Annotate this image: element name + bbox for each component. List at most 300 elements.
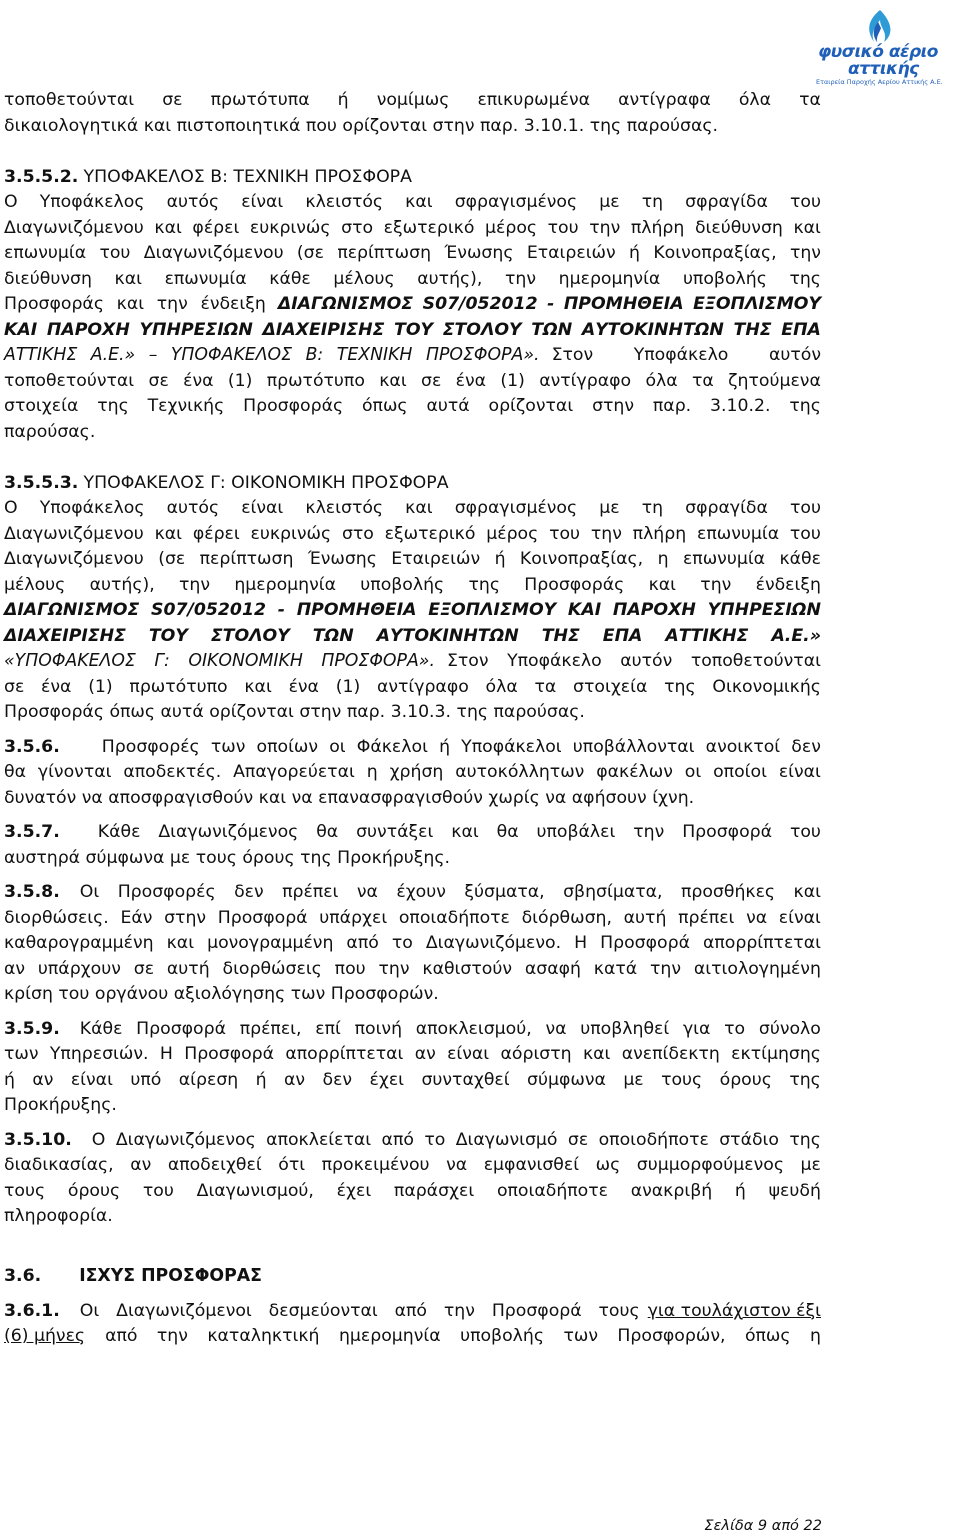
word: Υποφάκελος (39, 498, 145, 518)
word: αποδειχθεί (167, 1155, 262, 1175)
word: από (381, 1129, 414, 1150)
word: Προσφοράς (4, 294, 104, 314)
word: ψευδή (768, 1180, 821, 1201)
word: Β: (305, 345, 324, 365)
word: αν (284, 1069, 306, 1090)
word: έχει (336, 1180, 372, 1201)
word: σύνολο (758, 1018, 821, 1039)
word: ΣΤΟΛΟΥ (210, 625, 290, 646)
word: αντίγραφα (618, 90, 711, 110)
word: τους (598, 1300, 640, 1321)
word: της (789, 1129, 821, 1150)
word: τους (661, 1069, 703, 1090)
word: αντίγραφο (539, 370, 632, 391)
word: κάθε (269, 268, 311, 289)
word: ΕΠΑ (602, 625, 643, 646)
word: όπως (361, 396, 408, 416)
word: ΠΡΟΜΗΘΕΙΑ (563, 294, 684, 314)
word: από (346, 933, 379, 953)
word: ΠΡΟΣΦΟΡΑ». (425, 345, 540, 365)
word: Απαγορεύεται (233, 762, 355, 782)
word: Η (159, 1044, 173, 1064)
word: και (379, 370, 407, 391)
word: είναι (447, 1044, 490, 1064)
word: ή (255, 1069, 267, 1090)
text-line (4, 522, 821, 548)
word: πρωτότυπα (210, 90, 310, 110)
word: σφραγίδα (685, 498, 768, 518)
word: Εάν (120, 907, 153, 928)
company-logo (812, 8, 958, 88)
text-line (4, 547, 821, 573)
text-line (4, 760, 821, 786)
word: της (468, 574, 500, 595)
word: Η (574, 933, 588, 953)
word: ανεπίδεκτη (621, 1044, 720, 1064)
word: Κοινοπραξίας, (519, 549, 644, 569)
word: σύμφωνα (527, 1069, 606, 1090)
text-line (4, 649, 821, 675)
word: ή (734, 1180, 746, 1201)
word: διεύθυνση (694, 217, 783, 238)
word: ένδειξη (755, 574, 821, 595)
word: του (790, 498, 821, 518)
word: που (334, 958, 366, 979)
text-line: (6) μήνες από την καταληκτική ημερομηνία υποβολής των Προσφορών, όπως η (4, 1324, 821, 1350)
word: ημερομηνία (234, 574, 336, 595)
word: ΠΑΡΟΧΗ (46, 319, 130, 340)
word: θα (316, 822, 339, 842)
word: ΑΤΤΙΚΗΣ (665, 625, 749, 646)
word: και (154, 217, 182, 238)
word: ΔΙΑΧΕΙΡΙΣΗΣ (262, 319, 385, 340)
word: ξύσματα, (464, 882, 545, 902)
word: καθαρογραμμένη (4, 933, 154, 953)
word: της (97, 396, 129, 416)
word: επικυρωμένα (477, 90, 591, 110)
text-line (4, 216, 821, 242)
word: S07/052012 (151, 600, 266, 620)
word: της (664, 676, 696, 697)
word: αυτή (623, 907, 667, 928)
word: αυτή (166, 958, 210, 979)
word: εξωτερικό (383, 217, 475, 238)
word: μέλους (333, 268, 395, 289)
word: ΥΠΗΡΕΣΙΩΝ (139, 319, 253, 340)
word: την (789, 243, 821, 263)
word: το (424, 1129, 446, 1150)
word: Α.Ε.» (90, 345, 136, 365)
text-line (4, 1042, 821, 1068)
word: αυτόν (620, 651, 673, 671)
word: αποκλεισμού, (415, 1018, 532, 1039)
word: επωνυμία (164, 268, 247, 289)
word: δεν (322, 1069, 353, 1090)
word: δεν (234, 882, 264, 902)
word: κάθε (779, 549, 821, 569)
word: μέρος (486, 523, 539, 544)
word: επωνυμία (4, 243, 87, 263)
word: την (590, 523, 622, 544)
word: στην (592, 396, 635, 416)
word: σε (133, 958, 155, 979)
word: Διαγωνιζόμενου (143, 243, 284, 263)
word: ορίζονται (488, 396, 574, 416)
word: ένα (288, 676, 319, 697)
word: ημερομηνία (558, 268, 661, 289)
word: η (809, 1326, 821, 1346)
word: την (378, 958, 410, 979)
word: Ένωσης (444, 243, 514, 263)
word: Προσφορά (682, 822, 773, 842)
word: υπό (130, 1069, 162, 1090)
word: αυτός (166, 498, 220, 518)
word: Προσφοράς (524, 574, 625, 595)
word: ΤΩΝ (531, 319, 573, 340)
word: οι (329, 736, 346, 757)
word: Κάθε (79, 1018, 123, 1039)
flame-icon (858, 8, 898, 46)
word: αποκλείεται (266, 1129, 372, 1150)
word: περίπτωση (337, 243, 432, 263)
word: Διαγωνιζόμενοι (116, 1300, 252, 1321)
word: και (582, 1044, 611, 1064)
clause-number: 3.5.10. (4, 1129, 72, 1150)
word: οποίων (256, 736, 319, 757)
word: την (650, 958, 682, 979)
word: του (547, 217, 579, 238)
word: ένδειξη (200, 294, 266, 314)
text-line (4, 906, 821, 932)
word: διεύθυνση (4, 268, 92, 289)
text-line: αυστηρά σύμφωνα με τους όρους της Προκήρυξης. (4, 847, 450, 868)
word: πρωτότυπο (266, 370, 365, 391)
word: παράσχει (393, 1180, 475, 1201)
word: και (405, 498, 433, 518)
word: με (599, 498, 620, 518)
word: με (599, 192, 620, 212)
word: δεσμεύονται (268, 1300, 378, 1321)
word: κατά (593, 958, 638, 979)
word: Διαγωνιζόμενου (4, 549, 144, 569)
word: των (210, 736, 246, 757)
word: του (549, 523, 581, 544)
word: να (446, 1155, 468, 1175)
word: Προσφορών, (617, 1326, 726, 1346)
word: ΤΟΥ (394, 319, 434, 340)
word: ένα (183, 370, 214, 391)
text-line: Προσφοράς όπως αυτά ορίζονται στην παρ. 3.10.3. της παρούσας. (4, 702, 585, 722)
text-line (4, 1179, 821, 1205)
word: αυτός (166, 192, 220, 212)
word: και (166, 933, 195, 953)
word: ΠΡΟΜΗΘΕΙΑ (296, 600, 417, 620)
word: Προσφορά (136, 1018, 226, 1039)
text-line (4, 931, 821, 957)
word: του (789, 822, 821, 842)
word: όρους (719, 1069, 772, 1090)
word: Κάθε (97, 822, 141, 842)
word: των (563, 1326, 598, 1346)
word: την (505, 268, 537, 289)
word: ΤΗΣ (541, 625, 580, 646)
word: μονογραμμένη (207, 933, 334, 953)
word: πλήρη (632, 523, 687, 544)
text-line (4, 573, 821, 599)
text-line (4, 735, 821, 761)
word: Τεχνικής (147, 396, 225, 416)
word: ΔΙΑΓΩΝΙΣΜΟΣ (4, 600, 140, 620)
word: ως (595, 1155, 621, 1175)
word: αυτά (426, 396, 470, 416)
word: ζητούμενα (728, 370, 821, 391)
word: είναι (241, 498, 284, 518)
word: Γ: (154, 651, 170, 671)
word: νομίμως (376, 90, 450, 110)
text-line (4, 675, 821, 701)
word: αν (130, 1155, 152, 1175)
word: χρήση (389, 762, 444, 782)
word: ένα (455, 370, 487, 391)
word: φέρει (192, 217, 240, 238)
text-line: δυνατόν να αποσφραγισθούν και να επανασφραγισθούν χωρίς να αφήσουν ίχνη. (4, 787, 695, 808)
word: επί (315, 1018, 341, 1039)
word: τα (799, 90, 821, 110)
text-line: παρούσας. (4, 421, 96, 442)
text-line (4, 1153, 821, 1179)
word: οποιαδήποτε (496, 1180, 608, 1201)
word: από (394, 1300, 428, 1321)
word: διορθώσεις (222, 958, 322, 979)
word: ΑΥΤΟΚΙΝΗΤΩΝ (581, 319, 724, 340)
word: η (657, 549, 669, 569)
text-line (4, 190, 821, 216)
word: Υποφάκελο (507, 651, 602, 671)
word: του (99, 243, 131, 263)
clause-number: 3.5.7. (4, 822, 60, 842)
word: Προσφορά (600, 933, 690, 953)
word: ημερομηνία (338, 1326, 441, 1346)
word: στο (341, 523, 374, 544)
word: Υπηρεσιών. (49, 1044, 149, 1064)
word: συνταχθεί (421, 1069, 510, 1090)
word: την (700, 574, 732, 595)
word: ΔΙΑΧΕΙΡΙΣΗΣ (4, 625, 126, 646)
word: σφραγισμένος (454, 498, 578, 518)
word: στοιχεία (573, 676, 648, 697)
word: υπάρχει (319, 907, 388, 928)
word: την (179, 574, 211, 595)
text-line: κρίση του οργάνου αξιολόγησης των Προσφορών. (4, 984, 439, 1004)
word: της (789, 1069, 821, 1090)
word: Υποφάκελος (39, 192, 145, 212)
word: την (156, 1326, 188, 1346)
word: ΑΥΤΟΚΙΝΗΤΩΝ (376, 625, 519, 646)
word: δεν (791, 736, 821, 757)
word: να (545, 1018, 567, 1039)
section-heading-3552: 3.5.5.2. ΥΠΟΦΑΚΕΛΟΣ Β: ΤΕΧΝΙΚΗ ΠΡΟΣΦΟΡΑ (4, 166, 412, 187)
word: Διαγωνιζόμενου (4, 217, 144, 238)
word: ΚΑΙ (4, 319, 38, 340)
word: ΠΑΡΟΧΗ (612, 600, 696, 620)
word: του (790, 192, 821, 212)
text-line (4, 1068, 821, 1094)
word: Προσφορά (184, 1044, 275, 1064)
word: αντίγραφο (376, 676, 469, 697)
word: οποιαδήποτε (398, 907, 510, 928)
word: όλα (645, 370, 678, 391)
word: ασαφή (524, 958, 581, 979)
word: στοιχεία (4, 396, 79, 416)
text-line (4, 394, 821, 420)
word: Οικονομικής (712, 676, 821, 697)
word: ή (629, 243, 640, 263)
word: διόρθωση, (521, 907, 612, 928)
word: ΤΗΣ (733, 319, 772, 340)
word: μέρος (485, 217, 538, 238)
word: Οι (79, 1300, 100, 1321)
word: Υποφάκελοι (461, 736, 562, 757)
word: με (623, 1069, 644, 1090)
text-line (4, 1128, 821, 1154)
word: αόριστη (500, 1044, 572, 1064)
word: επωνυμία (682, 549, 766, 569)
word: - (277, 600, 285, 620)
word: ΤΕΧΝΙΚΗ (336, 345, 413, 365)
word: υποβολής (460, 1326, 544, 1346)
word: πρέπει (282, 882, 339, 902)
word: S07/052012 (422, 294, 538, 314)
word: Εταιρειών (526, 243, 616, 263)
word: του (789, 523, 821, 544)
text-line (4, 624, 821, 650)
section-heading-36: 3.6. ΙΣΧΥΣ ΠΡΟΣΦΟΡΑΣ (4, 1266, 262, 1286)
word: Διαγωνιζόμενο. (425, 933, 562, 953)
word: ΚΑΙ (567, 600, 602, 620)
word: προσθήκες (680, 882, 776, 902)
word: κλειστός (305, 192, 384, 212)
word: αυτής), (89, 574, 155, 595)
word: Εταιρειών (391, 549, 481, 569)
word: διαδικασίας, (4, 1155, 114, 1175)
word: αυτής), (417, 268, 483, 289)
word: και (793, 217, 821, 238)
word: σε (4, 676, 25, 697)
word: έχουν (396, 882, 446, 902)
text-line (4, 292, 821, 318)
word: σε (162, 90, 183, 110)
word: (1) (88, 676, 113, 697)
word: τα (534, 676, 557, 697)
text-line (4, 88, 821, 114)
text-line: 3.6.1. Οι Διαγωνιζόμενοι δεσμεύονται από την Προσφορά τους για τουλάχιστον έξι (4, 1299, 821, 1325)
word: Προσφορά (217, 907, 308, 928)
word: όλα (738, 90, 772, 110)
word: την (633, 822, 665, 842)
logo-tagline: Εταιρεία Παροχής Αερίου Αττικής Α.Ε. (816, 78, 943, 86)
word: φέρει (192, 523, 240, 544)
word: πρωτότυπο (129, 676, 228, 697)
word: στο (341, 217, 374, 238)
word: ΑΤΤΙΚΗΣ (4, 345, 78, 365)
word: την (156, 294, 188, 314)
word: οποιοδήποτε (598, 1129, 709, 1150)
word: το (724, 1018, 746, 1039)
word: στάδιο (719, 1129, 779, 1150)
word: Διαγωνιζόμενος (115, 1129, 256, 1150)
word: προκειμένου (321, 1155, 430, 1175)
word: σε (148, 370, 169, 391)
word: Διαγωνιζόμενος (158, 822, 299, 842)
word: (1) (500, 370, 525, 391)
word: γίνονται (37, 762, 112, 782)
text-line (4, 369, 821, 395)
word: (1) (227, 370, 253, 391)
word: ΥΠΟΦΑΚΕΛΟΣ (170, 345, 293, 365)
word: τοποθετούνται (690, 651, 821, 671)
section-heading-3553: 3.5.5.3. ΥΠΟΦΑΚΕΛΟΣ Γ: ΟΙΚΟΝΟΜΙΚΗ ΠΡΟΣΦΟΡΑ (4, 472, 449, 493)
clause-number: 3.5.9. (4, 1018, 60, 1039)
word: Α.Ε.» (771, 625, 821, 646)
word: υποβολής (360, 574, 445, 595)
word: των (4, 1044, 39, 1064)
word: συμμορφούμενος (636, 1155, 784, 1175)
text-line: πληροφορία. (4, 1206, 113, 1226)
word: τη (641, 498, 664, 518)
word: Στον (551, 345, 594, 365)
word: ΤΩΝ (312, 625, 354, 646)
word: πρέπει, (239, 1018, 302, 1039)
word: αν (4, 958, 26, 979)
word: υποβάλλονται (572, 736, 695, 757)
word: μέλους (4, 574, 66, 595)
word: Κοινοπραξίας, (653, 243, 777, 263)
document-body (4, 88, 821, 1350)
word: και (116, 294, 145, 314)
word: (1) (335, 676, 361, 697)
word: ανοικτοί (705, 736, 781, 757)
word: περίπτωση (199, 549, 294, 569)
word: οι (684, 762, 702, 782)
word: ΕΞΟΠΛΙΣΜΟΥ (693, 294, 821, 314)
word: υπάρχουν (37, 958, 121, 979)
word: επωνυμία (696, 523, 780, 544)
text-line (4, 241, 821, 267)
word: ΕΞΟΠΛΙΣΜΟΥ (428, 600, 557, 620)
word: όπως (744, 1326, 791, 1346)
word: είναι (241, 192, 284, 212)
word: φακέλων (596, 762, 673, 782)
word: θα (496, 822, 519, 842)
word: Προσφοράς (243, 396, 344, 416)
word: Φάκελοι (356, 736, 428, 757)
word: ΔΙΑΓΩΝΙΣΜΟΣ (277, 294, 414, 314)
word: να (746, 907, 768, 928)
word: ανακριβή (630, 1180, 713, 1201)
word: εκτίμησης (731, 1044, 821, 1064)
word: και (114, 268, 142, 289)
word: σε (421, 370, 442, 391)
word: όρους (67, 1180, 121, 1201)
word: οποίοι (713, 762, 767, 782)
word: καθιστούν (422, 958, 512, 979)
word: Ένωσης (307, 549, 377, 569)
word: Προσφορά (491, 1300, 582, 1321)
word: τοποθετούνται (4, 370, 135, 391)
text-line (4, 343, 821, 369)
word: παρ. (652, 396, 692, 416)
word: Διαγωνισμού, (196, 1180, 314, 1201)
